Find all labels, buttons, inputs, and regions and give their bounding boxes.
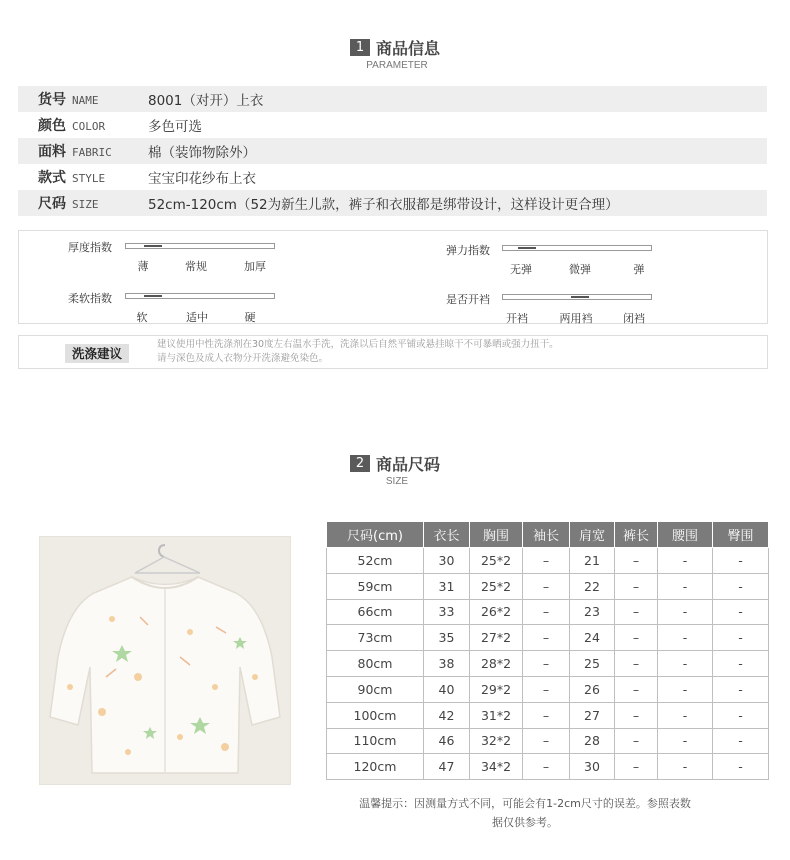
table-cell: - (658, 702, 713, 728)
table-cell: 27*2 (470, 625, 523, 651)
column-header: 肩宽 (570, 522, 615, 548)
table-cell: 66cm (327, 599, 424, 625)
table-cell: 33 (424, 599, 470, 625)
table-cell: – (615, 599, 658, 625)
index-option: 适中 (186, 311, 208, 324)
column-header: 腰围 (658, 522, 713, 548)
table-row (327, 548, 769, 574)
table-cell: – (615, 651, 658, 677)
table-cell: – (523, 754, 570, 780)
table-cell: - (658, 625, 713, 651)
table-cell: - (713, 754, 769, 780)
table-cell: 25*2 (470, 548, 523, 574)
table-row (327, 702, 769, 728)
table-cell: - (713, 702, 769, 728)
table-cell: 26 (570, 676, 615, 702)
index-marker (571, 296, 589, 298)
param-label-cn: 货号 (38, 92, 66, 108)
param-value: 宝宝印花纱布上衣 (148, 171, 256, 187)
table-cell: 90cm (327, 676, 424, 702)
table-cell: 27 (570, 702, 615, 728)
table-cell: - (658, 599, 713, 625)
tip-line: 温馨提示：因测量方式不同，可能会有1-2cm尺寸的误差。参照表数 (359, 797, 691, 810)
param-value: 棉（装饰物除外） (148, 145, 256, 161)
table-cell: 25*2 (470, 573, 523, 599)
index-option: 软 (136, 311, 148, 324)
table-cell: - (658, 651, 713, 677)
wash-advice-line: 请与深色及成人衣物分开洗涤避免染色。 (157, 353, 329, 364)
table-cell: - (713, 728, 769, 754)
table-cell: 52cm (327, 548, 424, 574)
index-option: 薄 (137, 260, 149, 273)
index-option: 弹 (633, 263, 645, 276)
table-cell: 47 (424, 754, 470, 780)
table-row (327, 599, 769, 625)
param-label-cn: 尺码 (38, 196, 66, 212)
table-cell: 34*2 (470, 754, 523, 780)
size-table (326, 521, 769, 780)
index-bar (502, 294, 652, 300)
table-cell: - (713, 573, 769, 599)
section-number: 2 (350, 455, 370, 472)
table-cell: - (713, 651, 769, 677)
index-option: 两用裆 (559, 312, 593, 325)
table-cell: 120cm (327, 754, 424, 780)
index-marker (518, 247, 536, 249)
index-bar (502, 245, 652, 251)
table-row (327, 651, 769, 677)
index-option: 无弹 (510, 263, 532, 276)
column-header: 袖长 (523, 522, 570, 548)
section-header-product-info (0, 36, 790, 71)
table-cell: 28*2 (470, 651, 523, 677)
measurement-tip (326, 794, 724, 832)
table-cell: 59cm (327, 573, 424, 599)
table-cell: 31*2 (470, 702, 523, 728)
size-table-body (327, 548, 769, 780)
table-cell: – (523, 676, 570, 702)
softness-index (68, 290, 318, 326)
table-cell: 100cm (327, 702, 424, 728)
table-cell: 31 (424, 573, 470, 599)
param-value: 多色可选 (148, 119, 202, 135)
table-cell: – (523, 573, 570, 599)
index-label: 是否开裆 (446, 293, 490, 306)
index-option: 常规 (185, 260, 207, 273)
index-bar (125, 293, 275, 299)
table-cell: 29*2 (470, 676, 523, 702)
index-marker (144, 245, 162, 247)
table-cell: 32*2 (470, 728, 523, 754)
table-cell: - (713, 625, 769, 651)
table-cell: - (658, 728, 713, 754)
table-cell: - (658, 573, 713, 599)
table-cell: – (615, 754, 658, 780)
section-title: 商品信息 (375, 39, 440, 58)
section-subtitle: PARAMETER (366, 60, 428, 71)
section-number: 1 (350, 39, 370, 56)
table-cell: 23 (570, 599, 615, 625)
table-row (327, 573, 769, 599)
param-row-name (18, 86, 767, 112)
param-label-en: NAME (72, 94, 99, 107)
tip-line: 据仅供参考。 (492, 816, 558, 829)
table-cell: 110cm (327, 728, 424, 754)
table-cell: – (523, 728, 570, 754)
table-cell: - (658, 548, 713, 574)
table-cell: 22 (570, 573, 615, 599)
table-cell: 26*2 (470, 599, 523, 625)
table-cell: – (615, 573, 658, 599)
index-option: 微弹 (569, 263, 591, 276)
index-marker (144, 295, 162, 297)
table-cell: - (713, 548, 769, 574)
param-value: 8001（对开）上衣 (148, 93, 264, 109)
index-panel (18, 230, 768, 324)
index-label: 厚度指数 (68, 241, 112, 254)
elasticity-index (446, 242, 706, 278)
crotch-index (446, 291, 706, 327)
table-cell: - (713, 599, 769, 625)
table-cell: 24 (570, 625, 615, 651)
table-cell: 30 (424, 548, 470, 574)
table-cell: 46 (424, 728, 470, 754)
table-cell: – (523, 548, 570, 574)
table-cell: – (615, 702, 658, 728)
param-label-en: SIZE (72, 198, 99, 211)
index-label: 弹力指数 (446, 244, 490, 257)
param-value: 52cm-120cm（52为新生儿款，裤子和衣服都是绑带设计，这样设计更合理） (148, 197, 619, 213)
index-option: 硬 (244, 311, 256, 324)
param-label-en: FABRIC (72, 146, 112, 159)
param-label-cn: 款式 (38, 170, 66, 186)
column-header: 裤长 (615, 522, 658, 548)
wash-advice-line: 建议使用中性洗涤剂在30度左右温水手洗，洗涤以后自然平铺或悬挂晾干不可暴晒或强力扭干。 (157, 339, 559, 350)
table-cell: – (523, 625, 570, 651)
product-photo (39, 536, 291, 785)
param-row-color (18, 112, 767, 138)
section-subtitle: SIZE (385, 476, 409, 487)
table-cell: - (713, 676, 769, 702)
table-cell: 40 (424, 676, 470, 702)
table-cell: - (658, 676, 713, 702)
table-cell: 80cm (327, 651, 424, 677)
index-label: 柔软指数 (68, 292, 112, 305)
table-cell: – (523, 702, 570, 728)
table-cell: 30 (570, 754, 615, 780)
thickness-index (68, 239, 318, 275)
table-row (327, 676, 769, 702)
index-bar (125, 243, 275, 249)
param-label-cn: 颜色 (38, 118, 66, 134)
table-cell: 21 (570, 548, 615, 574)
table-row (327, 625, 769, 651)
table-row (327, 728, 769, 754)
table-cell: 35 (424, 625, 470, 651)
table-cell: – (523, 599, 570, 625)
param-label-cn: 面料 (38, 144, 66, 160)
table-cell: 28 (570, 728, 615, 754)
param-row-size (18, 190, 767, 216)
column-header: 尺码(cm) (327, 522, 424, 548)
table-cell: – (523, 651, 570, 677)
table-cell: - (658, 754, 713, 780)
index-option: 开裆 (506, 312, 528, 325)
wash-advice-label: 洗涤建议 (65, 344, 129, 363)
index-option: 加厚 (244, 260, 266, 273)
param-row-style (18, 164, 767, 190)
table-cell: 42 (424, 702, 470, 728)
wash-advice (18, 335, 768, 369)
index-option: 闭裆 (623, 312, 645, 325)
table-cell: 38 (424, 651, 470, 677)
column-header: 臀围 (713, 522, 769, 548)
parameter-list (18, 86, 767, 216)
table-cell: – (615, 548, 658, 574)
section-header-size (0, 452, 790, 487)
table-cell: 25 (570, 651, 615, 677)
column-header: 胸围 (470, 522, 523, 548)
table-cell: 73cm (327, 625, 424, 651)
param-label-en: STYLE (72, 172, 106, 185)
baby-shirt-illustration (40, 537, 290, 784)
table-cell: – (615, 728, 658, 754)
param-label-en: COLOR (72, 120, 106, 133)
param-row-fabric (18, 138, 767, 164)
column-header: 衣长 (424, 522, 470, 548)
table-cell: – (615, 625, 658, 651)
wash-advice-text (157, 338, 559, 366)
table-header-row (327, 522, 769, 548)
section-title: 商品尺码 (375, 455, 440, 474)
table-cell: – (615, 676, 658, 702)
table-row (327, 754, 769, 780)
